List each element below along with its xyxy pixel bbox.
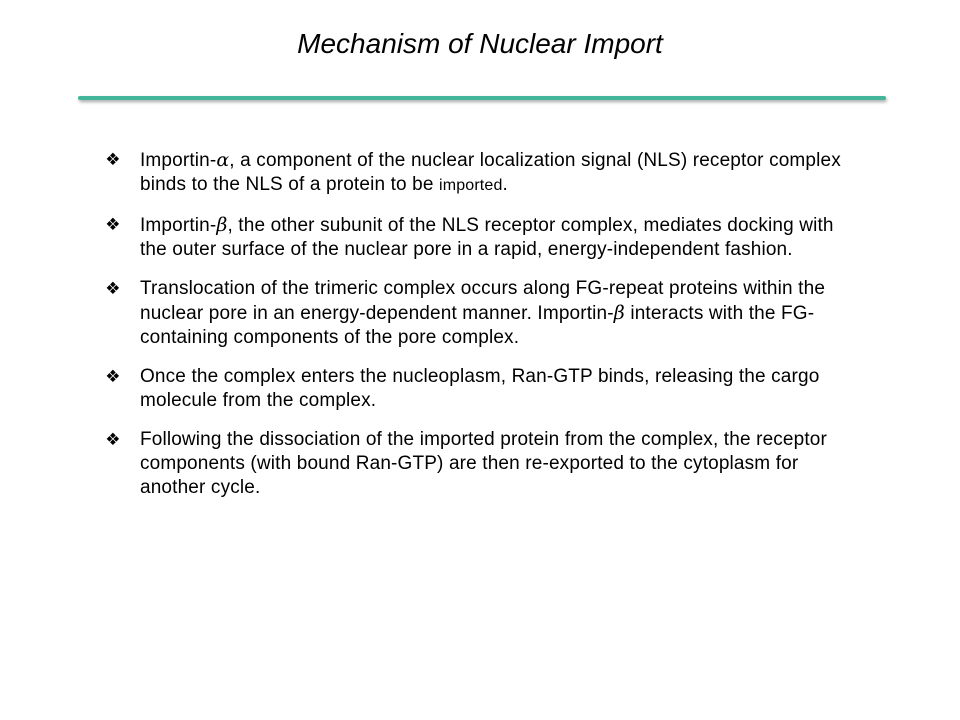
- bullet-text-part: Importin-: [140, 150, 217, 171]
- bullet-text-part: interacts with the FG-containing components of the pore complex.: [140, 303, 815, 348]
- title-divider: [78, 96, 886, 100]
- bullet-text: [140, 148, 862, 198]
- bullet-text-part: .: [502, 174, 508, 195]
- greek-symbol: β: [216, 214, 228, 236]
- greek-symbol: β: [613, 302, 625, 324]
- bullet-item: [102, 213, 862, 262]
- four-petal-diamond-icon: ❖: [105, 150, 121, 169]
- bullet-item: [102, 277, 862, 350]
- bullet-item: [102, 428, 862, 500]
- bullet-text: [140, 428, 862, 500]
- bullet-text-part: Translocation of the trimeric complex occurs along FG-repeat proteins within the nuclear pore in an energy-dependent manner. Importin-: [140, 278, 826, 324]
- greek-symbol: α: [216, 149, 230, 171]
- bullet-text-part: Once the complex enters the nucleoplasm, Ran-GTP binds, releasing the cargo molecule from the complex.: [140, 366, 820, 411]
- slide-title: Mechanism of Nuclear Import: [297, 28, 663, 59]
- four-petal-diamond-icon: ❖: [105, 430, 121, 449]
- bullet-text: [140, 365, 862, 413]
- bullet-list: [102, 148, 862, 515]
- bullet-text-part: Importin-: [140, 215, 217, 236]
- bullet-text-part: Following the dissociation of the imported protein from the complex, the receptor components (with bound Ran-GTP) are then re-exported to the cytoplasm for another cycle.: [140, 429, 827, 498]
- bullet-item: [102, 148, 862, 198]
- bullet-text-part: , the other subunit of the NLS receptor complex, mediates docking with the outer surface of the nuclear pore in a rapid, energy-independent fashion.: [140, 215, 834, 260]
- bullet-item: [102, 365, 862, 413]
- bullet-text-small: imported: [439, 177, 503, 194]
- bullet-text: [140, 277, 862, 350]
- bullet-text-part: , a component of the nuclear localization signal (NLS) receptor complex binds to the NLS of a protein to be: [140, 150, 841, 195]
- bullet-text: [140, 213, 862, 262]
- four-petal-diamond-icon: ❖: [105, 279, 121, 298]
- four-petal-diamond-icon: ❖: [105, 367, 121, 386]
- four-petal-diamond-icon: ❖: [105, 215, 121, 234]
